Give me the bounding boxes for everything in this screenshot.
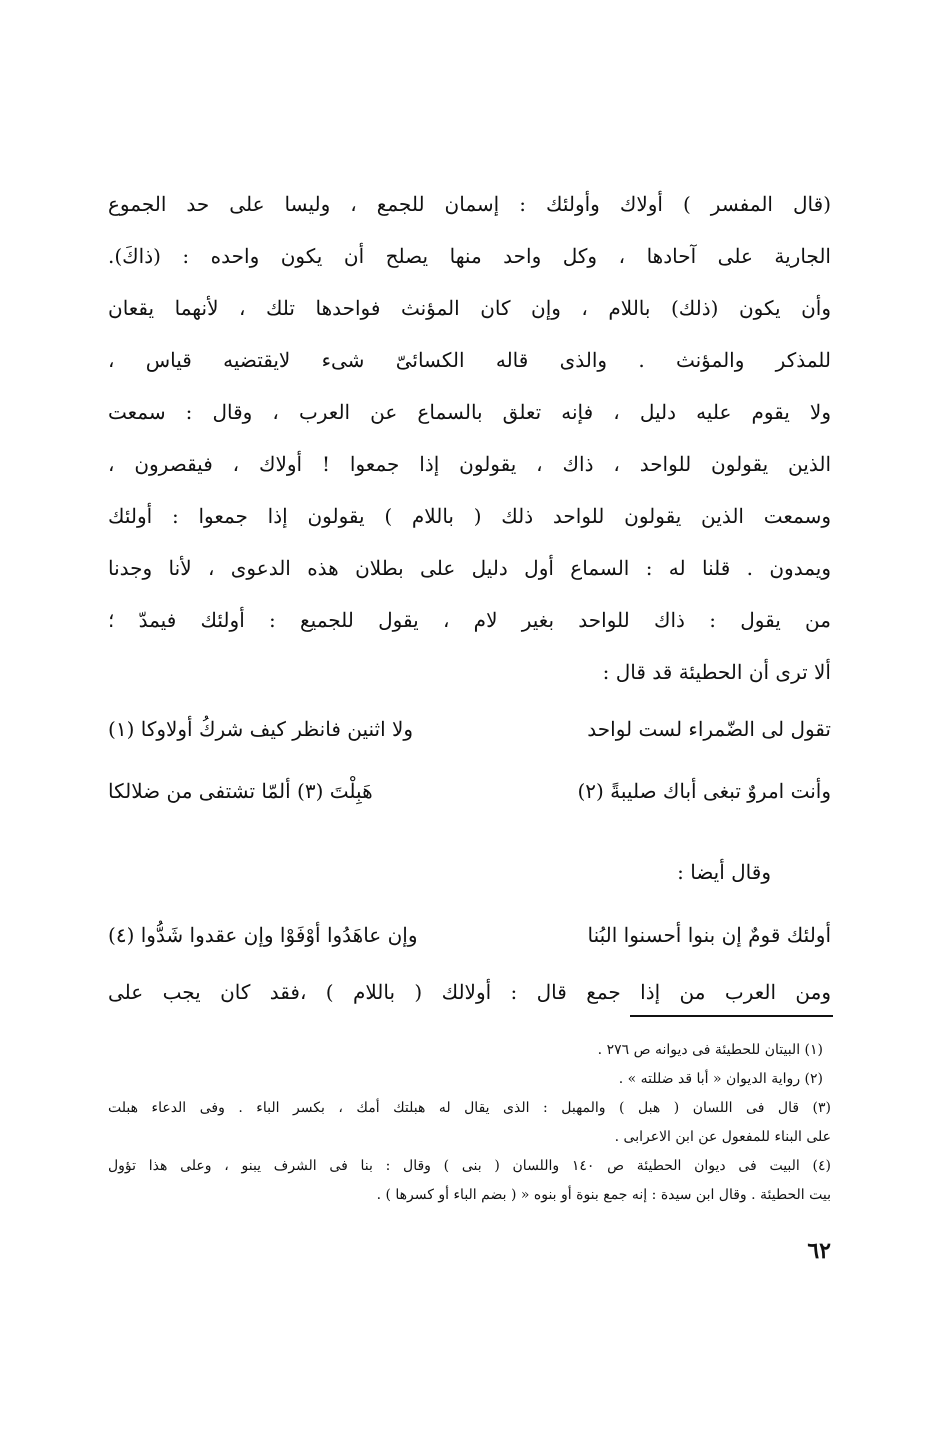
text-line: الذين يقولون للواحد ، ذاك ، يقولون إذا جمعوا ! أولاك ، فيقصرون ، <box>108 452 831 476</box>
text-line: ولا يقوم عليه دليل ، فإنه تعلق بالسماع عن العرب ، وقال : سمعت <box>108 400 831 424</box>
footnote: (٢) رواية الديوان « أبا قد ضللته » . <box>618 1071 823 1087</box>
footnote-continuation: بيت الحطيئة . وقال ابن سيدة : إنه جمع بنوة أو بنوه « ( بضم الباء أو كسرها ) . <box>376 1187 831 1203</box>
text-line: وأن يكون (ذلك) باللام ، وإن كان المؤنث فواحدها تلك ، لأنهما يقعان <box>108 296 831 320</box>
text-line: للمذكر والمؤنث . والذى قاله الكسائىّ شىء لايقتضيه قياس ، <box>108 348 831 372</box>
footnote: (٣) قال فى اللسان ( هبل ) والمهبل : الذى يقال له هبلتك أمك ، بكسر الباء . وفى الدعاء هبلت <box>108 1100 831 1116</box>
text-line: من يقول : ذاك للواحد بغير لام ، يقول للجميع : أولئك فيمدّ ؛ <box>108 608 831 632</box>
page-number: ٦٢ <box>807 1238 831 1264</box>
verse-line <box>108 698 831 760</box>
text-line: ألا ترى أن الحطيئة قد قال : <box>602 660 831 684</box>
text-line: ومن العرب من إذا جمع قال : أولالك ( باللام ) ،فقد كان يجب على <box>108 980 831 1004</box>
footnote: (١) البيتان للحطيئة فى ديوانه ص ٢٧٦ . <box>597 1042 823 1058</box>
text-line: الجارية على آحادها ، وكل واحد منها يصلح أن يكون واحده : (ذاكَ). <box>108 244 831 268</box>
text-line: ويمدون . قلنا له : السماع أول دليل على بطلان هذه الدعوى ، لأنا وجدنا <box>108 556 831 580</box>
verse-hemistich-left: وإن عاهَدُوا أوْفَوْا وإن عقدوا شَدُّوا (٤) <box>108 923 418 947</box>
verse-hemistich-right: وأنت امروٌ تبغى أباك صليبةً (٢) <box>577 779 831 803</box>
verse-hemistich-left: ولا اثنين فانظر كيف شركُ أولاوكا (١) <box>108 717 414 741</box>
footnote: (٤) البيت فى ديوان الحطيئة ص ١٤٠ واللسان ( بنى ) وقال : بنا فى الشرف يبنو ، وعلى هذا تؤول <box>108 1158 831 1174</box>
footnote-continuation: على البناء للمفعول عن ابن الاعرابى . <box>614 1129 831 1145</box>
spacer <box>108 822 831 840</box>
verse-hemistich-right: تقول لى الضّمراء لست لواحد <box>587 717 831 741</box>
verse-hemistich-right: أولئك قومٌ إن بنوا أحسنوا البُنا <box>587 923 831 947</box>
text-line: (قال المفسر ) أولاك وأولئك : إسمان للجمع ، وليسا على حد الجموع <box>108 192 831 216</box>
footnote-divider <box>630 1015 833 1017</box>
text-line: وسمعت الذين يقولون للواحد ذلك ( باللام ) يقولون إذا جمعوا : أولئك <box>108 504 831 528</box>
verse-intro: وقال أيضا : <box>677 860 771 884</box>
main-text <box>108 178 831 1018</box>
verse-hemistich-left: هَبِلْتَ (٣) ألمّا تشتفى من ضلالكا <box>108 779 373 803</box>
verse-line <box>108 760 831 822</box>
verse-line <box>108 904 831 966</box>
footnotes <box>108 1036 831 1210</box>
